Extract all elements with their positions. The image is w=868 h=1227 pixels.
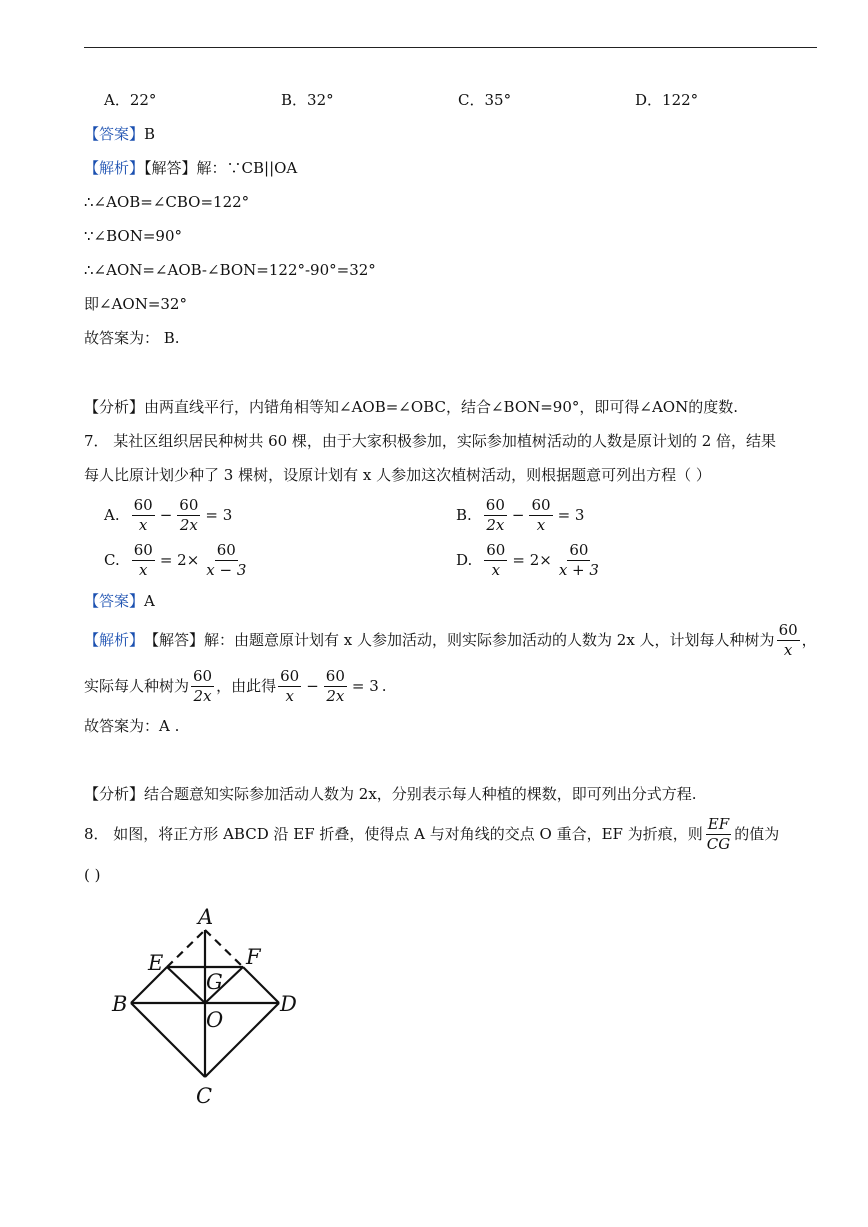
denominator: 2x xyxy=(486,515,505,534)
label-b: B xyxy=(112,992,128,1016)
denominator: 2x xyxy=(193,686,212,705)
fraction xyxy=(278,668,301,705)
numerator: 60 xyxy=(193,666,213,685)
answer-tag: 【答案】 xyxy=(84,592,145,610)
numerator: 60 xyxy=(133,540,153,559)
analysis-text: 【解答】解：由题意原计划有 x 人参加活动，则实际参加活动的人数为 2x 人，计划每人种树为 xyxy=(144,631,775,649)
dashed-edge-ea xyxy=(167,930,205,967)
denominator: x xyxy=(138,515,148,534)
q7-option-d xyxy=(456,539,603,581)
q7-option-c xyxy=(104,539,250,581)
numerator: 60 xyxy=(133,495,153,514)
summary-tag: 【分析】 xyxy=(84,785,145,803)
q7-summary xyxy=(84,784,697,804)
q7-stem-line1: 7． 某社区组织居民种树共 60 棵，由于大家积极参加，实际参加植树活动的人数是原计划的 2 倍，结果 xyxy=(84,432,777,450)
q6-step-3: ∴∠AON=∠AOB-∠BON=122°-90°=32° xyxy=(84,261,376,279)
numerator: 60 xyxy=(485,495,505,514)
q6-step-5: 故答案为： B. xyxy=(84,329,180,347)
fraction xyxy=(132,497,155,534)
q6-option-d: D．122° xyxy=(635,91,699,109)
denominator: x xyxy=(536,515,546,534)
q6-answer xyxy=(84,124,155,144)
fraction xyxy=(484,497,507,534)
equation-rhs: = 3 xyxy=(205,506,233,524)
operator: − xyxy=(511,506,525,524)
numerator: 60 xyxy=(216,540,236,559)
dashed-edge-af xyxy=(205,930,243,967)
q6-summary xyxy=(84,397,738,417)
q7-analysis-line1 xyxy=(84,619,817,661)
denominator: x xyxy=(783,640,793,659)
q7-option-b xyxy=(456,494,587,536)
denominator: 2x xyxy=(179,515,198,534)
label-g: G xyxy=(206,970,223,994)
numerator: 60 xyxy=(325,666,345,685)
fraction xyxy=(705,816,732,853)
stem-text: 的值为 xyxy=(734,825,780,843)
q7-answer xyxy=(84,591,155,611)
operator: − xyxy=(306,677,319,695)
q7-analysis-line2 xyxy=(84,665,387,707)
equation-rhs: = 3 xyxy=(557,506,585,524)
answer-tag: 【答案】 xyxy=(84,125,145,143)
label-e: E xyxy=(148,951,164,975)
fraction xyxy=(204,542,248,579)
option-label: A. xyxy=(104,506,120,524)
answer-value: A xyxy=(144,592,155,610)
denominator: 2x xyxy=(326,686,345,705)
equation-rhs: = 3 xyxy=(351,677,379,695)
option-label: C. xyxy=(104,551,120,569)
stem-text: 8． 如图，将正方形 ABCD 沿 EF 折叠，使得点 A 与对角线的交点 O 重合，EF 为折痕，则 xyxy=(84,825,703,843)
label-o: O xyxy=(206,1008,224,1032)
label-a: A xyxy=(198,905,214,929)
q6-step-2: ∵∠BON=90° xyxy=(84,227,182,245)
label-f: F xyxy=(246,945,261,969)
fraction xyxy=(777,622,800,659)
q6-option-a: A．22° xyxy=(104,91,157,109)
q6-option-c: C．35° xyxy=(458,91,512,109)
fraction xyxy=(132,542,155,579)
label-c: C xyxy=(196,1084,213,1108)
numerator: EF xyxy=(707,814,730,833)
numerator: 60 xyxy=(179,495,199,514)
summary-tag: 【分析】 xyxy=(84,398,145,416)
header-rule xyxy=(84,47,817,48)
analysis-intro: 【解答】解：∵CB||OA xyxy=(144,159,298,177)
denominator: CG xyxy=(706,834,731,853)
q6-option-b: B．32° xyxy=(281,91,334,109)
option-label: B. xyxy=(456,506,472,524)
denominator: x xyxy=(139,560,148,579)
q6-step-4: 即∠AON=32° xyxy=(84,295,187,313)
numerator: 60 xyxy=(280,666,300,685)
fraction xyxy=(177,497,200,534)
punctuation: ， xyxy=(801,631,817,649)
numerator: 60 xyxy=(569,540,589,559)
square-fold-figure xyxy=(100,900,320,1115)
q6-step-1: ∴∠AOB=∠CBO=122° xyxy=(84,193,250,211)
denominator: x xyxy=(285,686,294,705)
punctuation: . xyxy=(381,677,387,695)
q8-stem-line2: ( ) xyxy=(84,866,101,884)
denominator: x xyxy=(491,560,501,579)
numerator: 60 xyxy=(531,495,551,514)
analysis-tag: 【解析】 xyxy=(84,631,145,649)
numerator: 60 xyxy=(778,620,798,639)
fold-eo xyxy=(167,967,205,1003)
fraction xyxy=(529,497,552,534)
analysis-tag: 【解析】 xyxy=(84,159,145,177)
q6-analysis xyxy=(84,158,297,178)
q8-stem-line1 xyxy=(84,812,779,856)
summary-text: 结合题意知实际参加活动人数为 2x，分别表示每人种植的棵数，即可列出分式方程. xyxy=(144,785,697,803)
edge-fd xyxy=(243,967,279,1003)
operator: = 2× xyxy=(512,551,552,569)
analysis-text: 实际每人种树为 xyxy=(84,677,190,695)
q7-conclusion: 故答案为：A . xyxy=(84,717,180,735)
fraction xyxy=(484,542,507,579)
operator: − xyxy=(159,506,173,524)
answer-value: B xyxy=(144,125,156,143)
label-d: D xyxy=(280,992,297,1016)
edge-bc xyxy=(131,1003,205,1077)
denominator: x − 3 xyxy=(206,560,247,579)
q7-option-a xyxy=(104,494,235,536)
denominator: x + 3 xyxy=(558,560,599,579)
option-label: D. xyxy=(456,551,473,569)
summary-text: 由两直线平行，内错角相等知∠AOB=∠OBC，结合∠BON=90°，即可得∠AON的度数. xyxy=(144,398,738,416)
operator: = 2× xyxy=(159,551,200,569)
analysis-text: ，由此得 xyxy=(216,677,277,695)
fraction xyxy=(191,668,214,705)
numerator: 60 xyxy=(486,540,506,559)
fraction xyxy=(324,668,347,705)
fraction xyxy=(557,542,601,579)
q7-stem-line2: 每人比原计划少种了 3 棵树，设原计划有 x 人参加这次植树活动，则根据题意可列出方程（ ） xyxy=(84,466,711,484)
